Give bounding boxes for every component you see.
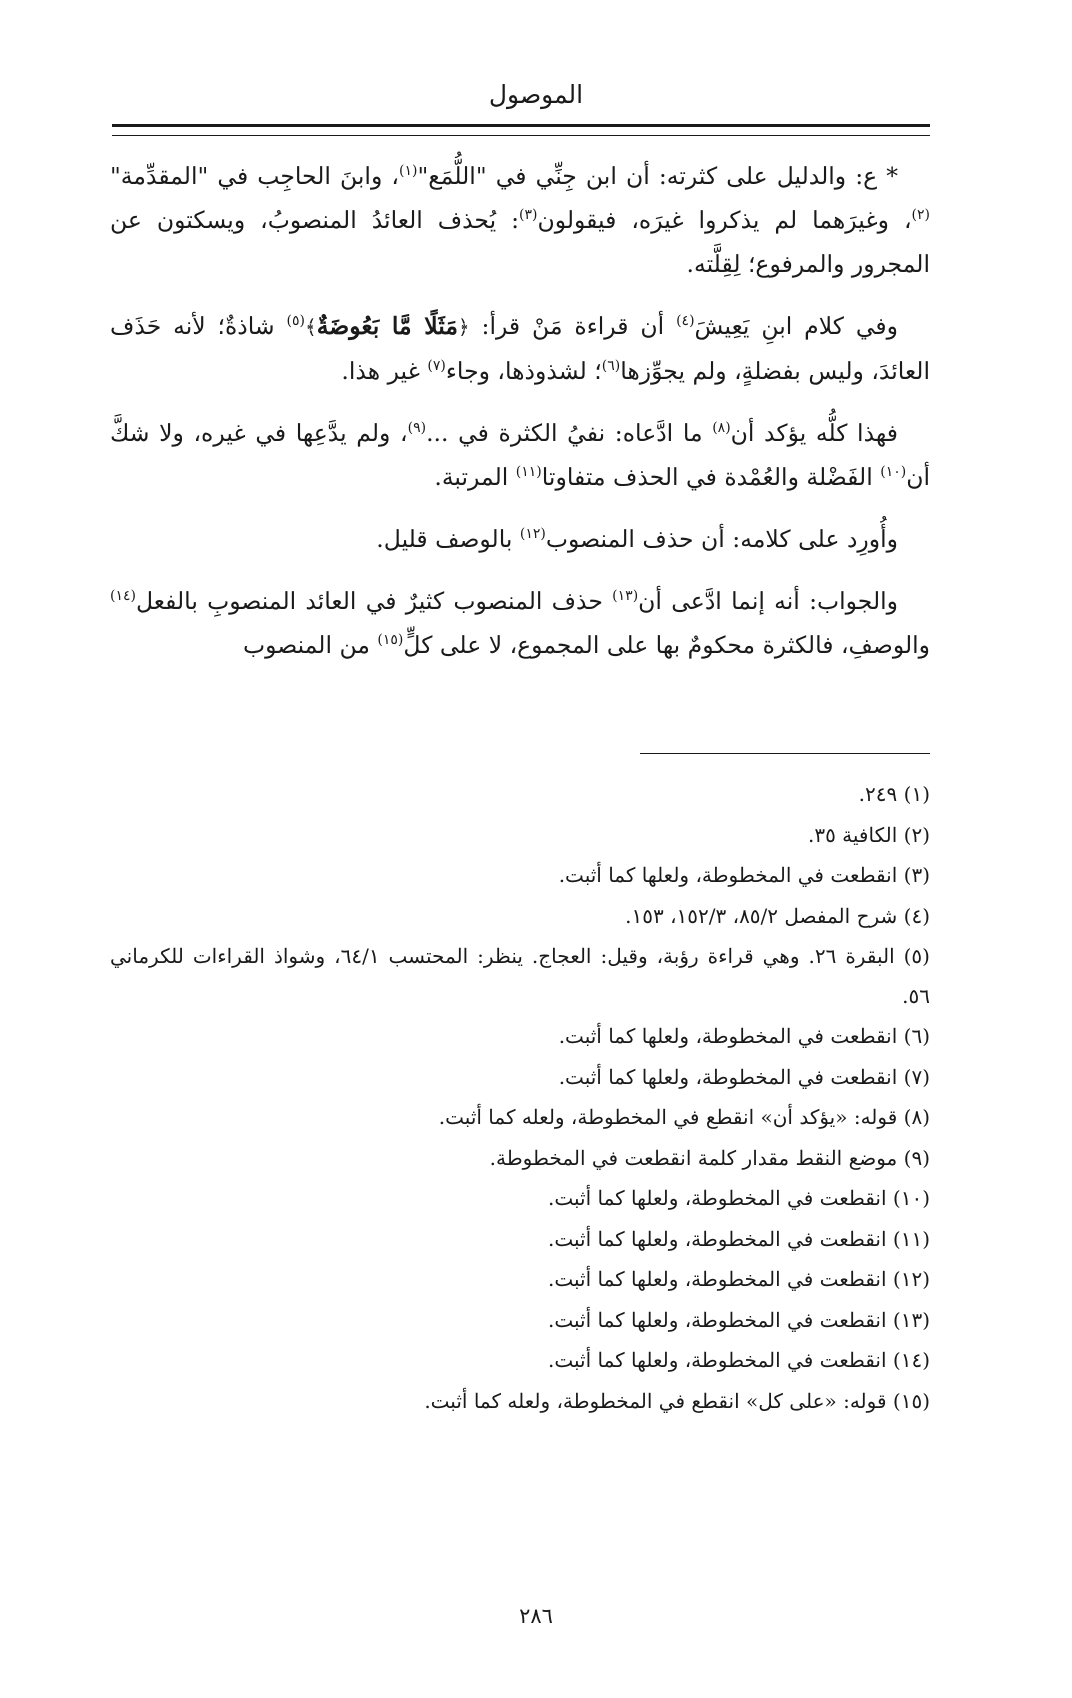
paragraph-4	[110, 517, 930, 561]
footnote-13: (١٣) انقطعت في المخطوطة، ولعلها كما أثبت.	[547, 1307, 930, 1332]
footnote-10: (١٠) انقطعت في المخطوطة، ولعلها كما أثبت.	[547, 1186, 930, 1210]
footnote-5: (٥) البقرة ٢٦. وهي قراءة رؤبة، وقيل: العجاج. ينظر: المحتسب ٦٤/١، وشواذ القراءات للكرماني ٥٦.	[110, 944, 930, 1008]
text-run: ، وغيرَهما لم يذكروا غيرَه، فيقولون	[537, 206, 912, 234]
header-rule-thick	[112, 124, 930, 127]
text-run: * ع: والدليل على كثرته: أن ابن جِنِّي في "اللُّمَع"	[417, 162, 898, 190]
footnote-ref-8: (٨)	[712, 420, 731, 437]
footnote-6: (٦) انقطعت في المخطوطة، ولعلها كما أثبت.	[558, 1024, 930, 1048]
text-run: وأُورِد على كلامه: أن حذف المنصوب	[545, 525, 898, 553]
text-run: ، ولم يدَّعِها في غيره، ولا شكَّ أن	[110, 419, 930, 491]
text-run: غير هذا.	[341, 357, 428, 385]
paragraph-1	[110, 154, 930, 286]
footnote-2: (٢) الكافية ٣٥.	[807, 822, 930, 847]
footnote-ref-15: (١٥)	[377, 632, 404, 649]
running-header: الموصول	[488, 80, 584, 109]
footnote-ref-3: (٣)	[519, 207, 538, 224]
footnote-ref-11: (١١)	[515, 464, 542, 481]
text-run: والجواب: أنه إنما ادَّعى أن	[638, 587, 898, 615]
footnote-11: (١١) انقطعت في المخطوطة، ولعلها كما أثبت.	[547, 1226, 930, 1251]
footnote-separator	[640, 753, 930, 754]
text-run: ، وابنَ الحاجِب في "المقدِّمة"	[110, 162, 399, 190]
footnote-14: (١٤) انقطعت في المخطوطة، ولعلها كما أثبت.	[547, 1348, 930, 1372]
paragraph-2	[110, 304, 930, 393]
paragraph-5	[110, 579, 930, 667]
text-run: والوصفِ، فالكثرة محكومٌ بها على المجموع، لا على كلٍّ	[403, 631, 930, 659]
footnote-ref-10: (١٠)	[880, 464, 907, 481]
footnote-ref-12: (١٢)	[519, 526, 546, 543]
quran-bracket-open: ﴿	[457, 315, 470, 339]
text-run: وفي كلام ابنِ يَعِيشَ	[694, 312, 898, 340]
text-run: المرتبة.	[434, 463, 516, 491]
footnote-ref-2: (٢)	[911, 207, 930, 224]
text-run: : يُحذف العائدُ المنصوبُ، ويسكتون عن المجرور والمرفوع؛ لِقِلَّته.	[110, 206, 930, 278]
footnote-8: (٨) قوله: «يؤكد أن» انقطع في المخطوطة، ولعله كما أثبت.	[438, 1105, 930, 1129]
footnote-ref-7: (٧)	[427, 358, 446, 375]
footnote-ref-4: (٤)	[676, 313, 695, 330]
text-run: ما ادَّعاه: نفيُ الكثرة في ...	[426, 419, 713, 447]
text-run: الفَضْلة والعُمْدة في الحذف متفاوتا	[541, 463, 881, 491]
text-run: ؛ لشذوذها، وجاء	[445, 357, 602, 385]
text-run: فهذا كلُّه يؤكد أن	[730, 419, 898, 447]
quran-bracket-close: ﴾	[304, 315, 317, 339]
footnote-ref-9: (٩)	[407, 420, 427, 437]
footnote-15: (١٥) قوله: «على كل» انقطع في المخطوطة، ولعله كما أثبت.	[424, 1388, 930, 1413]
footnote-ref-6: (٦)	[601, 358, 621, 375]
paragraph-3	[110, 411, 930, 499]
text-run: حذف المنصوب كثيرٌ في العائد المنصوبِ بالفعل	[135, 587, 613, 615]
footnote-ref-14: (١٤)	[110, 588, 136, 605]
footnote-3: (٣) انقطعت في المخطوطة، ولعلها كما أثبت.	[558, 863, 930, 887]
quran-verse: مَثَلًا مَّا بَعُوضَةٌ	[316, 312, 458, 340]
footnote-ref-13: (١٣)	[612, 588, 639, 605]
footnote-1: (١) ٢٤٩.	[858, 782, 930, 806]
footnote-ref-5: (٥)	[286, 313, 305, 330]
footnote-7: (٧) انقطعت في المخطوطة، ولعلها كما أثبت.	[558, 1064, 930, 1089]
text-run: شاذةٌ؛ لأنه حَذَف العائدَ، وليس بفضلةٍ، ولم يجوِّزها	[110, 312, 930, 385]
text-run: من المنصوب	[242, 631, 378, 659]
footnotes-list	[110, 774, 930, 1421]
main-text	[110, 154, 930, 685]
header-rule-thin	[112, 135, 930, 136]
text-run: أن قراءة مَنْ قرأ:	[469, 312, 677, 340]
footnote-4: (٤) شرح المفصل ٨٥/٢، ١٥٢/٣، ١٥٣.	[625, 903, 930, 928]
text-run: بالوصف قليل.	[376, 525, 520, 553]
page-number: ٢٨٦	[519, 1604, 553, 1628]
footnote-12: (١٢) انقطعت في المخطوطة، ولعلها كما أثبت.	[547, 1267, 930, 1291]
footnote-ref-1: (١)	[398, 163, 418, 180]
footnote-9: (٩) موضع النقط مقدار كلمة انقطعت في المخطوطة.	[489, 1145, 930, 1170]
